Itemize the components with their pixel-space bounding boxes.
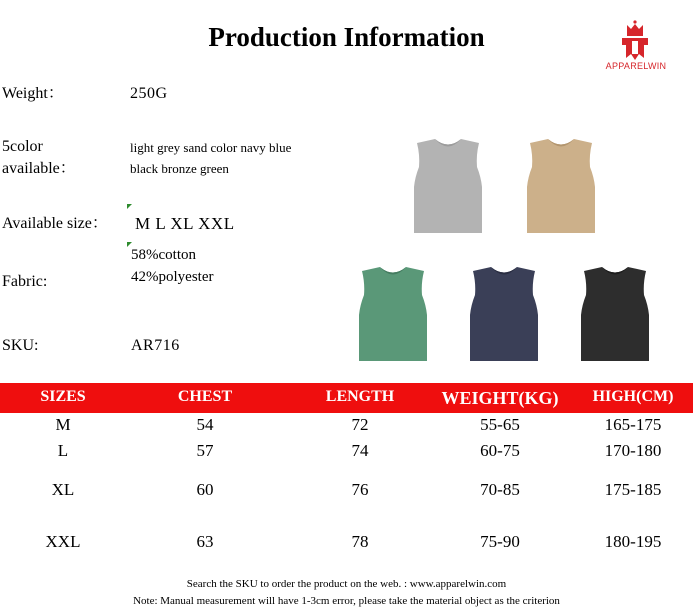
height-cell: 165-175	[604, 415, 662, 434]
weight-label: Weight：	[2, 85, 64, 102]
cell-marker	[127, 204, 132, 209]
brand-name: APPARELWIN	[605, 61, 667, 71]
tank-top-black-image	[572, 265, 658, 365]
table-header-height: HIGH(CM)	[592, 388, 674, 405]
height-cell: 170-180	[604, 441, 662, 460]
table-header-length: LENGTH	[325, 388, 395, 405]
tank-top-sand-image	[518, 137, 604, 237]
tank-top-light-grey-image	[405, 137, 491, 237]
sku-value: AR716	[131, 337, 180, 354]
size-label: Available size：	[2, 215, 108, 232]
table-header-sizes: SIZES	[40, 388, 86, 405]
size-cell: XL	[51, 480, 75, 499]
footer-measurement-note: Note: Manual measurement will have 1-3cm error, please take the material object as the criterion	[133, 595, 560, 607]
chest-cell: 57	[196, 441, 214, 460]
size-cell: L	[57, 441, 69, 460]
chest-cell: 60	[196, 480, 214, 499]
colors-label-line1: 5color	[2, 138, 43, 155]
fabric-value-line2: 42%polyester	[131, 269, 214, 285]
length-cell: 78	[351, 532, 369, 551]
length-cell: 76	[351, 480, 369, 499]
height-cell: 175-185	[604, 480, 662, 499]
weight-cell: 55-65	[480, 415, 520, 434]
fabric-value-line1: 58%cotton	[131, 247, 196, 263]
length-cell: 72	[351, 415, 369, 434]
colors-value-line1: light grey sand color navy blue	[130, 140, 292, 155]
weight-value: 250G	[130, 85, 168, 102]
size-cell: M	[55, 415, 71, 434]
size-value: M L XL XXL	[135, 214, 235, 233]
page-title: Production Information	[208, 22, 485, 52]
length-cell: 74	[351, 441, 369, 460]
weight-cell: 70-85	[480, 480, 520, 499]
weight-cell: 60-75	[480, 441, 520, 460]
colors-value-line2: black bronze green	[130, 161, 229, 176]
chest-cell: 54	[196, 415, 214, 434]
table-header-weight: WEIGHT(KG)	[441, 388, 559, 408]
tank-top-navy-blue-image	[461, 265, 547, 365]
weight-cell: 75-90	[480, 532, 520, 551]
size-cell: XXL	[45, 532, 81, 551]
fabric-label: Fabric:	[2, 273, 48, 290]
colors-label-line2: available：	[2, 160, 76, 177]
tank-top-bronze-green-image	[350, 265, 436, 365]
table-header-chest: CHEST	[177, 388, 233, 405]
height-cell: 180-195	[604, 532, 662, 551]
chest-cell: 63	[196, 532, 214, 551]
footer-search-note: Search the SKU to order the product on the web. : www.apparelwin.com	[186, 578, 507, 590]
sku-label: SKU:	[2, 337, 39, 354]
